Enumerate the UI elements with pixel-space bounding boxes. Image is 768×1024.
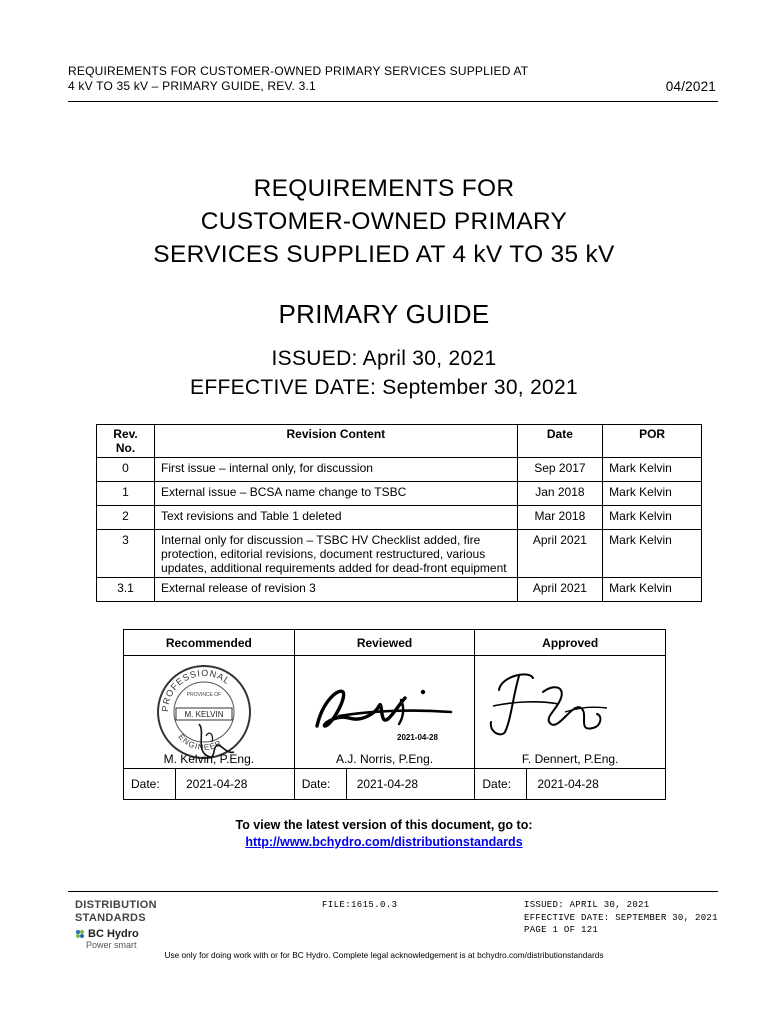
rev-por: Mark Kelvin [603,482,702,506]
engineer-seal-icon [154,662,254,762]
seal-name-text: M. KELVIN [184,710,224,719]
rev-date: Sep 2017 [517,458,603,482]
col-header-date: Date [517,425,603,458]
rev-por: Mark Kelvin [603,530,702,578]
issue-block [0,344,768,402]
seal-bottom-text: ENGINEER [176,732,224,753]
date-cell-recommended [124,769,295,800]
table-row [97,530,702,578]
title-line1: REQUIREMENTS FOR [253,175,515,202]
latest-version-text: To view the latest version of this document, go to: [235,818,533,832]
usage-note: Use only for doing work with or for BC Hydro. Complete legal acknowledgement is at bchydro.com/distributionstandards [164,950,604,960]
table-row [97,506,702,530]
rev-number: 1 [97,482,155,506]
signer-name-reviewed: A.J. Norris, P.Eng. [335,752,434,766]
rev-date: Mar 2018 [517,506,603,530]
header-rule [68,101,718,102]
date-value: 2021-04-28 [537,777,599,791]
bc-hydro-mark-icon [75,929,85,939]
date-label: Date: [124,769,176,799]
signature-cell-reviewed [294,656,475,769]
distribution-standards-label [75,899,157,925]
sig-header-recommended: Recommended [124,630,295,656]
date-cell-approved [475,769,666,800]
rev-date: April 2021 [517,530,603,578]
ds-line1: DISTRIBUTION [75,899,157,911]
rev-por: Mark Kelvin [603,578,702,602]
seal-province-text: PROVINCE OF [186,692,222,698]
rev-date: April 2021 [517,578,603,602]
bc-hydro-logo [75,928,139,940]
guide-title: PRIMARY GUIDE [278,299,490,329]
seal-top-text: PROFESSIONAL [159,667,233,713]
issued-date: ISSUED: April 30, 2021 [271,347,497,370]
title-line2: CUSTOMER-OWNED PRIMARY [200,208,568,235]
col-header-rev: Rev. No. [97,425,155,458]
rev-content: Internal only for discussion – TSBC HV Checklist added, fire protection, editorial revisions, document restructured, various updates, additional requirements added for dead-front equipment [155,530,518,578]
date-cell-reviewed [294,769,475,800]
rev-content: First issue – internal only, for discussion [155,458,518,482]
footer-rule [68,891,718,892]
ds-line2: STANDARDS [75,912,146,924]
footer-issue-info [524,899,718,937]
rev-number: 3.1 [97,578,155,602]
brand-name: BC Hydro [88,928,139,940]
date-value: 2021-04-28 [356,777,419,791]
signature-cell-approved [475,656,666,769]
rev-number: 0 [97,458,155,482]
date-label: Date: [475,769,527,799]
document-title [0,172,768,271]
date-label: Date: [295,769,347,799]
distribution-standards-link[interactable]: http://www.bchydro.com/distributionstandards [245,835,523,849]
rev-content: Text revisions and Table 1 deleted [155,506,518,530]
footer-page: PAGE 1 OF 121 [524,925,599,935]
col-header-por: POR [603,425,702,458]
title-line3: SERVICES SUPPLIED AT 4 kV TO 35 kV [153,241,615,268]
signer-name-recommended: M. Kelvin, P.Eng. [163,752,255,766]
sig-header-reviewed: Reviewed [294,630,475,656]
footer-effective: EFFECTIVE DATE: SEPTEMBER 30, 2021 [524,912,718,923]
signature-table [123,629,666,800]
rev-date: Jan 2018 [517,482,603,506]
brand-tagline: Power smart [86,940,137,950]
effective-date: EFFECTIVE DATE: September 30, 2021 [190,376,578,399]
revision-table [96,424,702,602]
sig-header-approved: Approved [475,630,666,656]
table-row [97,578,702,602]
header-date: 04/2021 [665,79,716,94]
rev-por: Mark Kelvin [603,458,702,482]
rev-number: 3 [97,530,155,578]
file-number: FILE:1615.0.3 [322,900,398,910]
rev-content: External issue – BCSA name change to TSBC [155,482,518,506]
signed-date-text: 2021-04-28 [396,733,438,742]
page-header [68,64,718,94]
signature-cell-recommended [124,656,295,769]
header-title-line2: 4 kV TO 35 kV – PRIMARY GUIDE, REV. 3.1 [68,79,316,93]
header-title-line1: REQUIREMENTS FOR CUSTOMER-OWNED PRIMARY SERVICES SUPPLIED AT [68,64,529,78]
footer-issued: ISSUED: APRIL 30, 2021 [524,900,650,910]
rev-number: 2 [97,506,155,530]
rev-por: Mark Kelvin [603,506,702,530]
col-header-content: Revision Content [155,425,518,458]
rev-content: External release of revision 3 [155,578,518,602]
signer-name-approved: F. Dennert, P.Eng. [521,752,619,766]
signature-dennert-icon [481,662,611,742]
table-row [97,482,702,506]
latest-version-note [0,817,768,851]
svg-text:PROFESSIONAL [160,668,233,712]
date-value: 2021-04-28 [186,777,248,791]
signature-norris-icon [309,678,459,748]
table-row [97,458,702,482]
